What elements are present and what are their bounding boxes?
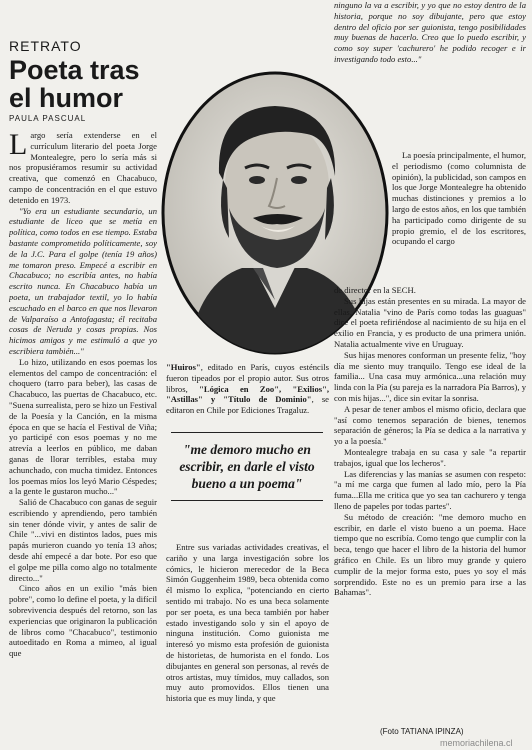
pull-quote: "me demoro mucho en escribir, en darle el visto bueno a un poema" <box>171 432 323 501</box>
body-paragraph: Cinco años en un exilio "más bien pobre", como lo define el poeta, y la difícil sobrevivencia después del retorno, son las experiencias que originaron la publicación de libros como "Chacabuco", testimonio autoeditado en Roma a mimeo, al igual que <box>9 583 157 659</box>
left-column <box>9 130 157 750</box>
books-text <box>166 362 329 416</box>
center-column <box>166 542 329 750</box>
right-column <box>334 285 526 725</box>
books-text-part: , editado en París, cuyos esténcils fueron tipeados por el propio autor. Sus otros libros, <box>166 362 329 394</box>
body-paragraph: A pesar de tener ambos el mismo oficio, declara que "así como tenemos separación de bienes, tenemos separación de géneros; la Pía se dedica a la narrativa y yo a la poesía." <box>334 403 526 447</box>
body-paragraph: Lo hizo, utilizando en esos poemas los elementos del campo de concentración: el choquero (tarro para beber), las casas de Chacabuco, las puertas de Chacabuco, etc. "Suena surrealista, pero se hizo un Festival de la Poesía y la Canción, en la misma época en que se hacía el Festival de Viña; yo participé con esos poemas y no me atrevía a leerlos en público, me daban ganas de llorar terribles, estaba muy achunchado, con mucha timidez. Entonces los poemas míos los leyó Mario Céspedes; a la gente le gustaron mucho..." <box>9 356 157 497</box>
body-paragraph: Salió de Chacabuco con ganas de seguir escribiendo y aprendiendo, pero también sin tener dónde vivir, y antes de salir de Chile "...vivi en distintos lados, pues mis papás murieron cuando yo tenía 13 años; desde ahí empecé a dar bote. Por eso que el golpe me pilla como algo no totalmente directo..." <box>9 497 157 583</box>
body-paragraph: Montealegre trabaja en su casa y sale "a repartir trabajos, igual que los lecheros". <box>334 446 526 468</box>
body-paragraph: Las diferencias y las manías se asumen con respeto: "a mí me carga que fumen al lado mío, pero la Pía fuma...Ella me critica que yo sea tan cachurero y tenga lleno de papeles por todas partes". <box>334 468 526 511</box>
watermark: memoriachilena.cl <box>440 738 513 748</box>
mid-right-column <box>392 150 526 285</box>
intro-paragraph-text: argo sería extenderse en el currículum literario del poeta Jorge Montealegre, pero lo sería más si nos propusiéramos resumir su actividad creativa, que comenzó en Chacabuco, campo de concentración en el que estuvo detenido en 1973. <box>9 130 157 205</box>
body-paragraph: Sus hijas están presentes en su mirada. La mayor de ellas, Natalia "vino de París como todas las guaguas" dice el poeta refiriéndose al nacimiento de su hija en el exilio en Francia, y es producto de una primera unión. Natalia actualmente vive en Uruguay. <box>334 295 526 349</box>
book-title-huiros: "Huiros" <box>166 362 201 372</box>
books-text-part: , se editaron en Chile por Ediciones Tragaluz. <box>166 394 329 416</box>
body-paragraph-continuation: de director en la SECH. <box>334 285 416 295</box>
body-paragraph: Su método de creación: "me demoro mucho en escribir, en darle el visto bueno a un poema. Hace tiempo que no escribía. Como tengo que cumplir con la beca, tengo que hacer el libro de la historia del humor gráfico en Chile. Es un libro muy grande y quiero cumplir de la mejor forma esto, pues yo soy el más sorprendido. Este no es un premio para irse a las Bahamas". <box>334 511 526 598</box>
section-label: RETRATO <box>9 38 82 54</box>
drop-cap: L <box>9 130 28 161</box>
body-paragraph: Entre sus variadas actividades creativas, el cariño y una larga investigación sobre los cómics, le hicieron merecedor de la Beca Simón Guggenheim 1989, beca obtenida como él mismo lo explica, "potenciando en cierto sentido mi trabajo. No es una beca solamente por ser poeta, es una beca también por haber estado investigando solo y sin el apoyo de ninguna institución. Como guionista me interesó yo mismo esta profesión de guionista de historietas, de humorista en el fondo. Los dibujantes en general son personas, al revés de otros artistas, muy tímidos, muy callados, son muy auto promovidos. Ellos tienen una historia que es muy linda, y que <box>166 542 329 704</box>
body-paragraph: La poesía principalmente, el humor, el periodismo (como columnista de opinión), la publicidad, son campos en los que Jorge Montealegre ha obtenido muchas distinciones y premios a lo largo de estos años, en los que también ha participado como dirigente de su propio gremio, el de los escritores, ocupando el cargo <box>392 150 526 247</box>
books-paragraph <box>166 362 329 432</box>
article-headline: Poeta tras el humor <box>9 55 140 113</box>
intro-paragraph <box>9 130 157 206</box>
body-paragraph: Sus hijas menores conforman un presente feliz, "hoy día me siento muy tranquilo. Tengo ese ideal de la familia... Una casa muy armónica...una relación muy linda con la Pía (su pareja es la narradora Pía Barros), y con mis hijas...", dice sin evitar la sonrisa. <box>334 349 526 403</box>
photo-credit: (Foto TATIANA IPINZA) <box>380 727 464 736</box>
quote-continuation: ninguno la va a escribir, y yo que no estoy dentro de la historia, porque no soy dibujante, pero que estoy dentro del oficio por ser guionista, tengo posibilidades muy buenas de hacerlo. Creo que lo puedo escribir, y como soy super 'cachurero' he podido recoger e ir investigando todo esto..." <box>334 0 526 64</box>
book-titles: "Lógica en Zoo", "Exilios", "Astillas" y "Título de Dominio" <box>166 383 329 405</box>
top-right-column <box>334 0 526 150</box>
quote-paragraph: "Yo era un estudiante secundario, un estudiante de liceo que se metía en política, como todos en ese tiempo. Estaba bastante comprometido políticamente, soy de la J.C. Para el golpe (tenía 19 años) me tomaron preso. Empecé a escribir en Chacabuco; no escribía antes, no había escrito nunca. En Chacabuco había un poeta, un trabajador textil, yo lo había escuchado en el barco en que nos llevaron de Valparaíso a Antofagasta; él recitaba cosas de Neruda y cosas propias. Nos hicimos amigos y me estimuló a que yo escribiera también..." <box>9 205 157 356</box>
article-byline: PAULA PASCUAL <box>9 114 87 123</box>
